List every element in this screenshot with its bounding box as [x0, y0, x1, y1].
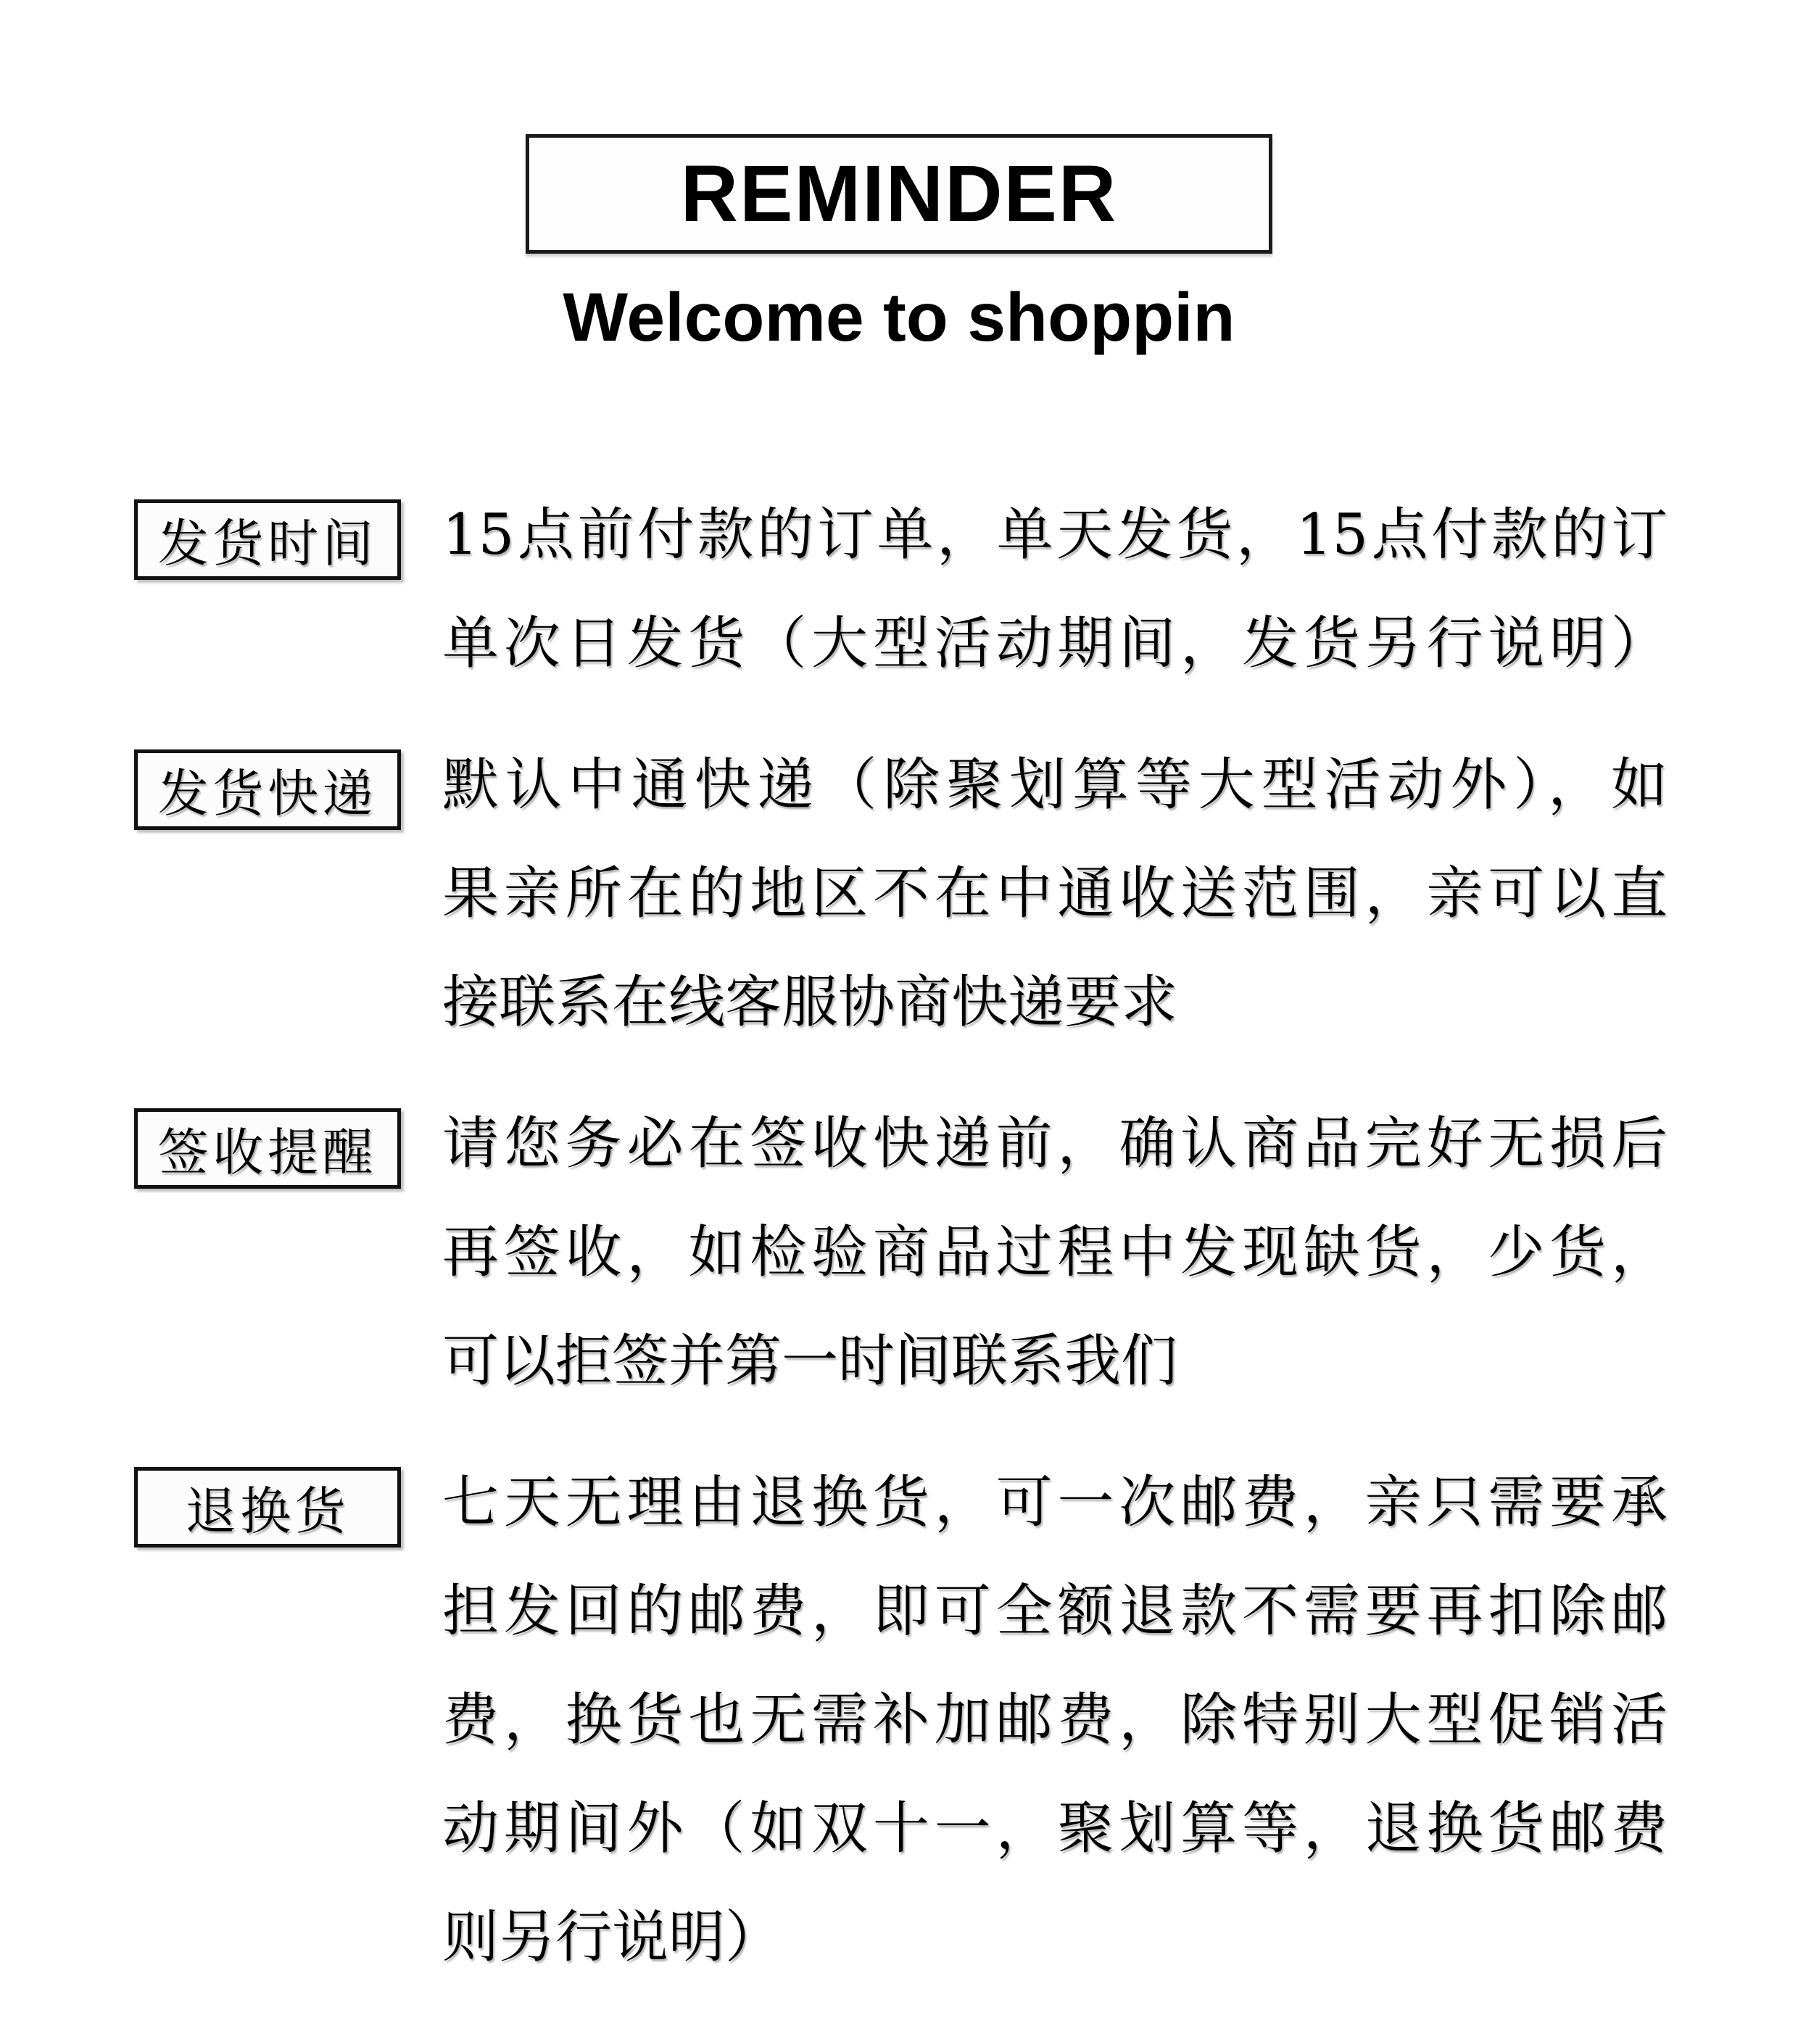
- page-title: REMINDER: [680, 149, 1118, 238]
- text-line: 再签收，如检验商品过程中发现缺货，少货，: [442, 1220, 1668, 1285]
- shipping-time-text: [442, 481, 1668, 698]
- shipping-courier-text: [442, 731, 1668, 1057]
- text-line: 果亲所在的地区不在中通收送范围，亲可以直: [442, 861, 1668, 926]
- returns-exchanges-text: [442, 1448, 1668, 1992]
- section-shipping-courier: [134, 731, 1798, 1057]
- header: [0, 0, 1798, 357]
- returns-exchanges-label-box: [134, 1467, 401, 1547]
- shipping-courier-label-box: [134, 749, 401, 830]
- shipping-courier-label: 发货快递: [157, 764, 378, 823]
- text-line: 默认中通快递（除聚划算等大型活动外），如: [442, 752, 1668, 818]
- text-line: 费，换货也无需补加邮费，除特别大型促销活: [442, 1687, 1668, 1753]
- text-line: 可以拒签并第一时间联系我们: [442, 1329, 1178, 1394]
- shipping-time-label: 发货时间: [157, 514, 378, 573]
- text-line: 担发回的邮费，即可全额退款不需要再扣除邮: [442, 1579, 1668, 1644]
- title-box: [526, 134, 1272, 254]
- text-line: 动期间外（如双十一，聚划算等，退换货邮费: [442, 1796, 1668, 1861]
- receipt-reminder-label-box: [134, 1108, 401, 1189]
- section-shipping-time: [134, 481, 1798, 698]
- text-line: 接联系在线客服协商快递要求: [442, 970, 1178, 1035]
- sections: [0, 481, 1798, 1992]
- text-line: 则另行说明）: [442, 1905, 782, 1970]
- text-line: 请您务必在签收快递前，确认商品完好无损后: [442, 1111, 1668, 1176]
- section-receipt-reminder: [134, 1089, 1798, 1416]
- text-line: 15点前付款的订单，单天发货，15点付款的订: [442, 502, 1668, 568]
- text-line: 七天无理由退换货，可一次邮费，亲只需要承: [442, 1470, 1668, 1535]
- receipt-reminder-text: [442, 1089, 1668, 1416]
- text-line: 单次日发货（大型活动期间，发货另行说明）: [442, 611, 1668, 676]
- section-returns-exchanges: [134, 1448, 1798, 1992]
- subtitle: Welcome to shoppin: [563, 279, 1235, 356]
- receipt-reminder-label: 签收提醒: [157, 1123, 378, 1182]
- returns-exchanges-label: 退换货: [185, 1482, 350, 1541]
- shipping-time-label-box: [134, 499, 401, 580]
